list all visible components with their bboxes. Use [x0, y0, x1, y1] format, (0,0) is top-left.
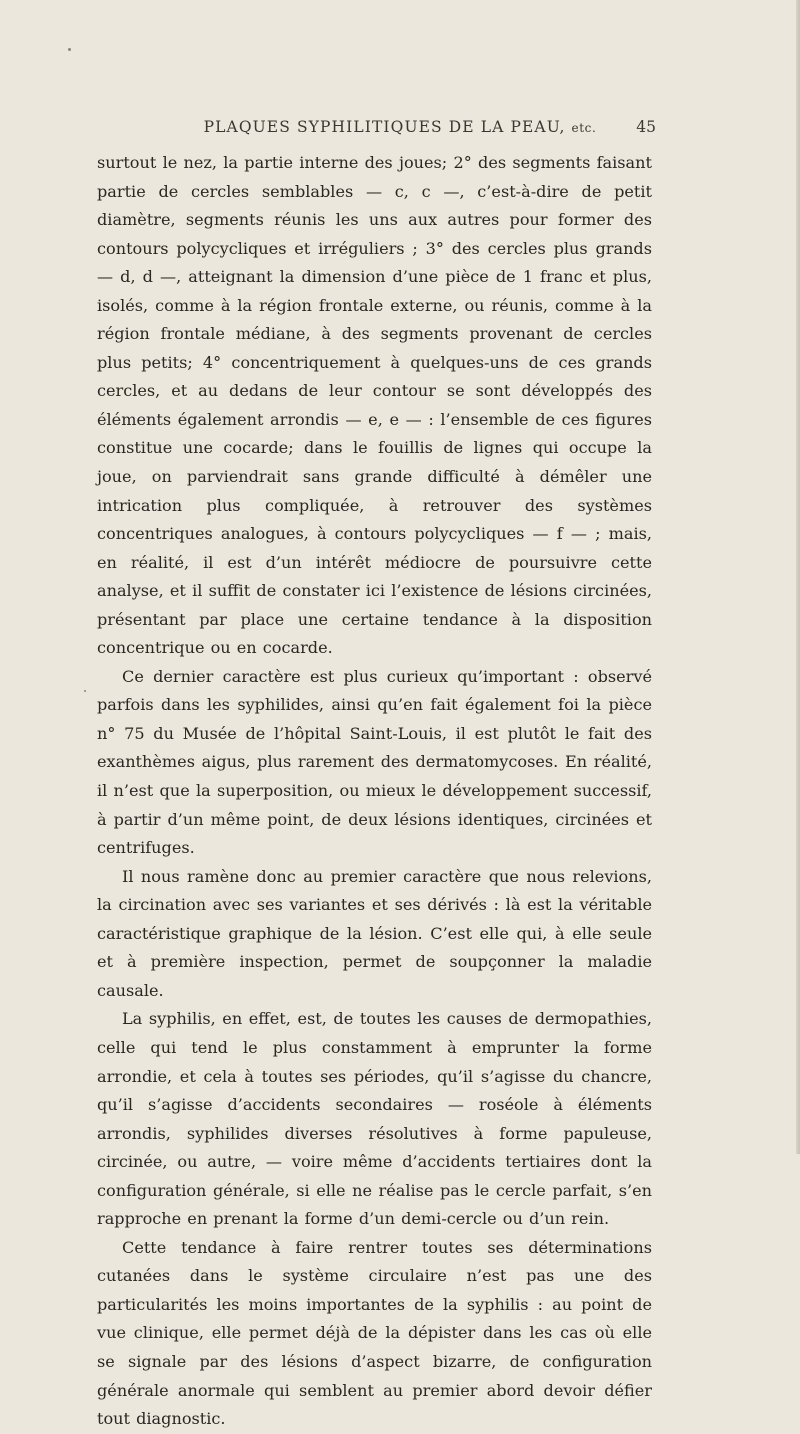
paragraph: Il nous ramène donc au premier caractère que nous relevions, la circination avec ses variantes et ses dérivés : là est la véritable caractéristique graphique de la lésion. C’est elle qui, à elle seule et à première inspection, permet de soupçonner la maladie causale.: [97, 866, 652, 1000]
paragraph: surtout le nez, la partie interne des joues; 2° des segments faisant partie de cercles semblables — c, c —, c’est-à-dire de petit diamètre, segments réunis les uns aux autres pour former des contours polycycliques et irréguliers ; 3° des cercles plus grands — d, d —, atteignant la dimension d’une pièce de 1 franc et plus, isolés, comme à la région frontale externe, ou réunis, comme à la région frontale médiane, à des segments provenant de cercles plus petits; 4° concentriquement à quelques-uns de ces grands cercles, et au dedans de leur contour se sont développés des éléments également arrondis — e, e — : l’ensemble de ces figures constitue une cocarde; dans le fouillis de lignes qui occupe la joue, on parviendrait sans grande difficulté à démêler une intrication plus compliquée, à retrouver des systèmes concentriques analogues, à contours polycycliques — f — ; mais, en réalité, il est d’un intérêt médiocre de poursuivre cette analyse, et il suffit de constater ici l’existence de lésions circinées, présentant par place une certaine tendance à la disposition concentrique ou en cocarde.: [97, 153, 652, 658]
paragraph: Ce dernier caractère est plus curieux qu’important : observé parfois dans les syphilides, ainsi qu’en fait également foi la pièce n° 75 du Musée de l’hôpital Saint-Louis, il est plutôt le fait des exanthèmes aigus, plus rarement des dermatomycoses. En réalité, il n’est que la superposition, ou mieux le développement successif, à partir d’un même point, de deux lésions identiques, circinées et centrifuges.: [97, 666, 652, 858]
running-head-suffix: etc.: [571, 121, 597, 135]
running-head: [200, 118, 600, 136]
paragraph: La syphilis, en effet, est, de toutes les causes de dermopathies, celle qui tend le plus constamment à emprunter la forme arrondie, et cela à toutes ses périodes, qu’il s’agisse du chancre, qu’il s’agisse d’accidents secondaires — roséole à éléments arrondis, syphilides diverses résolutives à forme papuleuse, circinée, ou autre, — voire même d’accidents tertiaires dont la configuration générale, si elle ne réalise pas le cercle parfait, s’en rapproche en prenant la forme d’un demi-cercle ou d’un rein.: [97, 1009, 652, 1229]
body-text: [97, 149, 652, 1434]
scan-speck: [84, 690, 86, 692]
paragraph: Cette tendance à faire rentrer toutes ses déterminations cutanées dans le système circulaire n’est pas une des particularités les moins importantes de la syphilis : au point de vue clinique, elle permet déjà de la dépister dans les cas où elle se signale par des lésions d’aspect bizarre, de configuration générale anormale qui semblent au premier abord devoir défier tout diagnostic.: [97, 1237, 652, 1429]
scan-speck: [68, 48, 71, 51]
page-number: 45: [636, 118, 656, 136]
running-head-title: PLAQUES SYPHILITIQUES DE LA PEAU,: [203, 118, 566, 136]
scan-edge: [796, 0, 800, 1154]
